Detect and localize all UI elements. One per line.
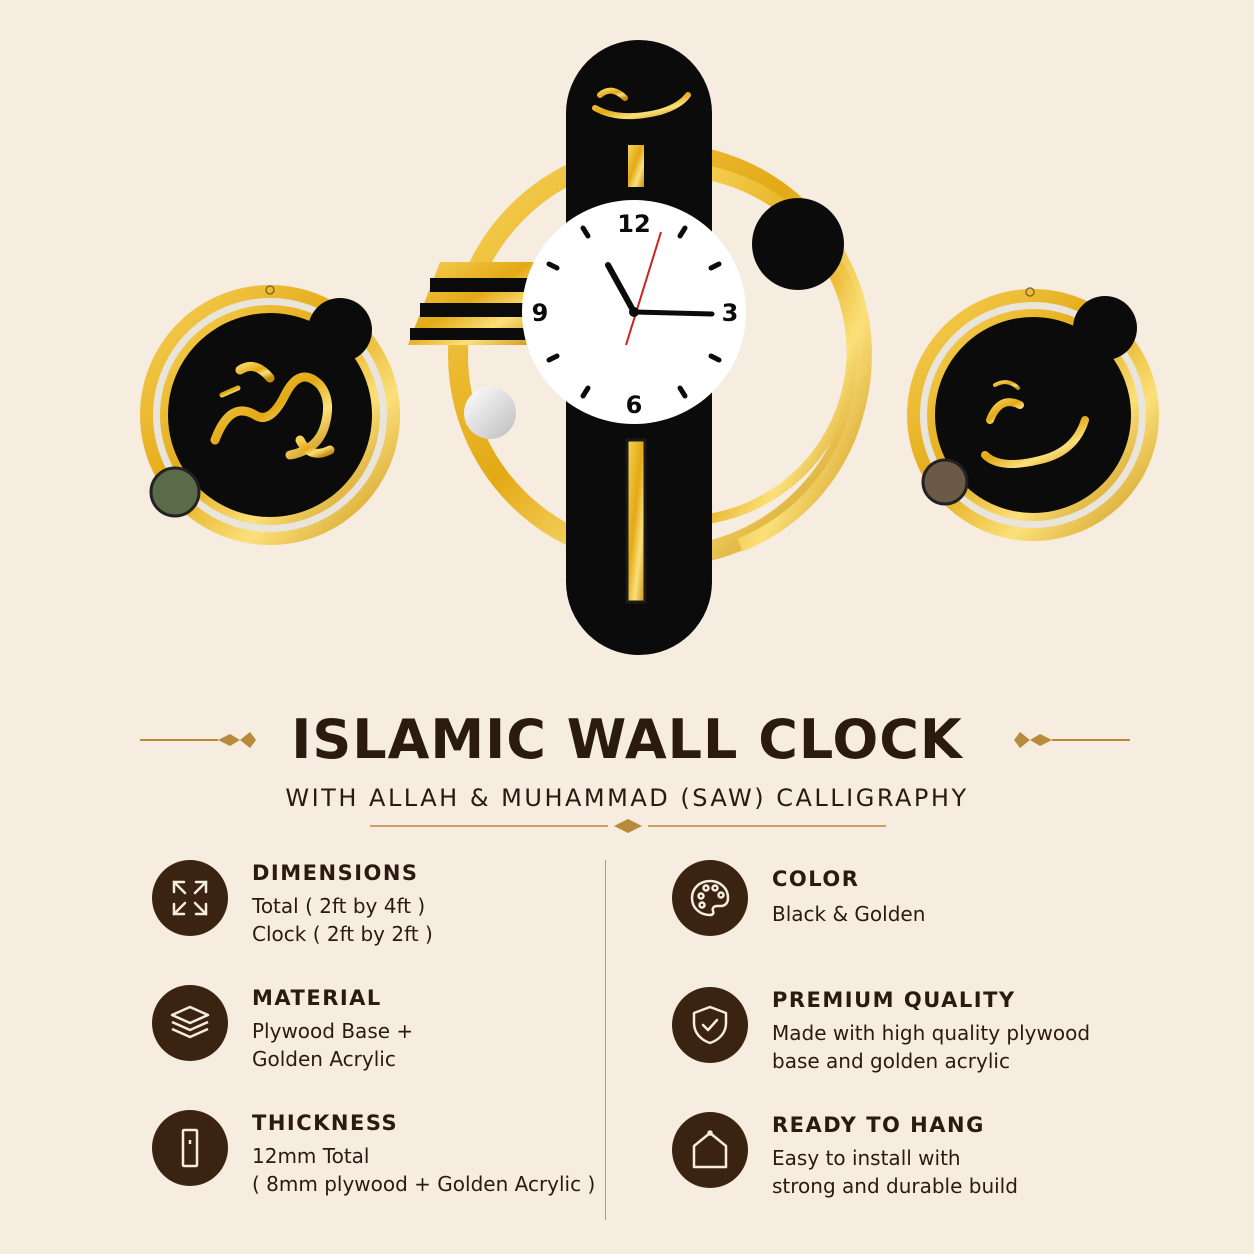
clock-number-9: 9 — [531, 299, 549, 327]
hanging-frame-icon — [672, 1112, 748, 1188]
material-line-2: Golden Acrylic — [252, 1047, 396, 1071]
thickness-title: THICKNESS — [252, 1111, 399, 1135]
black-orb — [752, 198, 844, 290]
feature-thickness — [152, 1110, 595, 1198]
material-title: MATERIAL — [252, 986, 382, 1010]
dimensions-title: DIMENSIONS — [252, 861, 419, 885]
hang-line-2: strong and durable build — [772, 1174, 1018, 1198]
thickness-line-1: 12mm Total — [252, 1144, 370, 1168]
thickness-icon — [152, 1110, 228, 1186]
right-ornament-icon — [1010, 728, 1130, 752]
left-roundel — [140, 285, 400, 545]
color-text — [772, 860, 925, 928]
layers-icon — [152, 985, 228, 1061]
silver-orb — [464, 387, 516, 439]
dimensions-text — [252, 860, 433, 948]
dimensions-line-2: Clock ( 2ft by 2ft ) — [252, 922, 433, 946]
material-text — [252, 985, 413, 1073]
hang-title: READY TO HANG — [772, 1113, 985, 1137]
minute-hand — [634, 312, 712, 314]
shield-check-icon — [672, 987, 748, 1063]
material-line-1: Plywood Base + — [252, 1019, 414, 1043]
hang-line-1: Easy to install with — [772, 1146, 961, 1170]
color-title: COLOR — [772, 867, 860, 891]
page-title: ISLAMIC WALL CLOCK — [291, 708, 963, 771]
feature-material — [152, 985, 413, 1073]
features-divider — [605, 860, 606, 1220]
quality-line-2: base and golden acrylic — [772, 1049, 1010, 1073]
quality-line-1: Made with high quality plywood — [772, 1021, 1091, 1045]
color-line-1: Black & Golden — [772, 902, 926, 926]
clock-number-6: 6 — [625, 391, 643, 419]
clock-number-12: 12 — [617, 210, 651, 238]
page-subtitle: WITH ALLAH & MUHAMMAD (SAW) CALLIGRAPHY — [285, 784, 969, 812]
feature-color — [672, 860, 925, 936]
expand-arrows-icon — [152, 860, 228, 936]
center-divider-ornament-icon — [370, 816, 886, 836]
feature-premium-quality — [672, 987, 1090, 1075]
clock-face — [522, 200, 746, 424]
right-roundel — [907, 288, 1159, 541]
palette-icon — [672, 860, 748, 936]
thickness-text — [252, 1110, 595, 1198]
thickness-line-2: ( 8mm plywood + Golden Acrylic ) — [252, 1172, 596, 1196]
quality-title: PREMIUM QUALITY — [772, 988, 1016, 1012]
feature-dimensions — [152, 860, 433, 948]
quality-text — [772, 987, 1090, 1075]
top-slot — [628, 145, 644, 187]
features-grid — [0, 850, 1254, 1230]
hang-text — [772, 1112, 1018, 1200]
feature-ready-to-hang — [672, 1112, 1018, 1200]
left-ornament-icon — [140, 728, 260, 752]
clock-number-3: 3 — [721, 299, 739, 327]
dimensions-line-1: Total ( 2ft by 4ft ) — [252, 894, 426, 918]
heading — [0, 700, 1254, 814]
pendulum-slot — [627, 440, 645, 602]
